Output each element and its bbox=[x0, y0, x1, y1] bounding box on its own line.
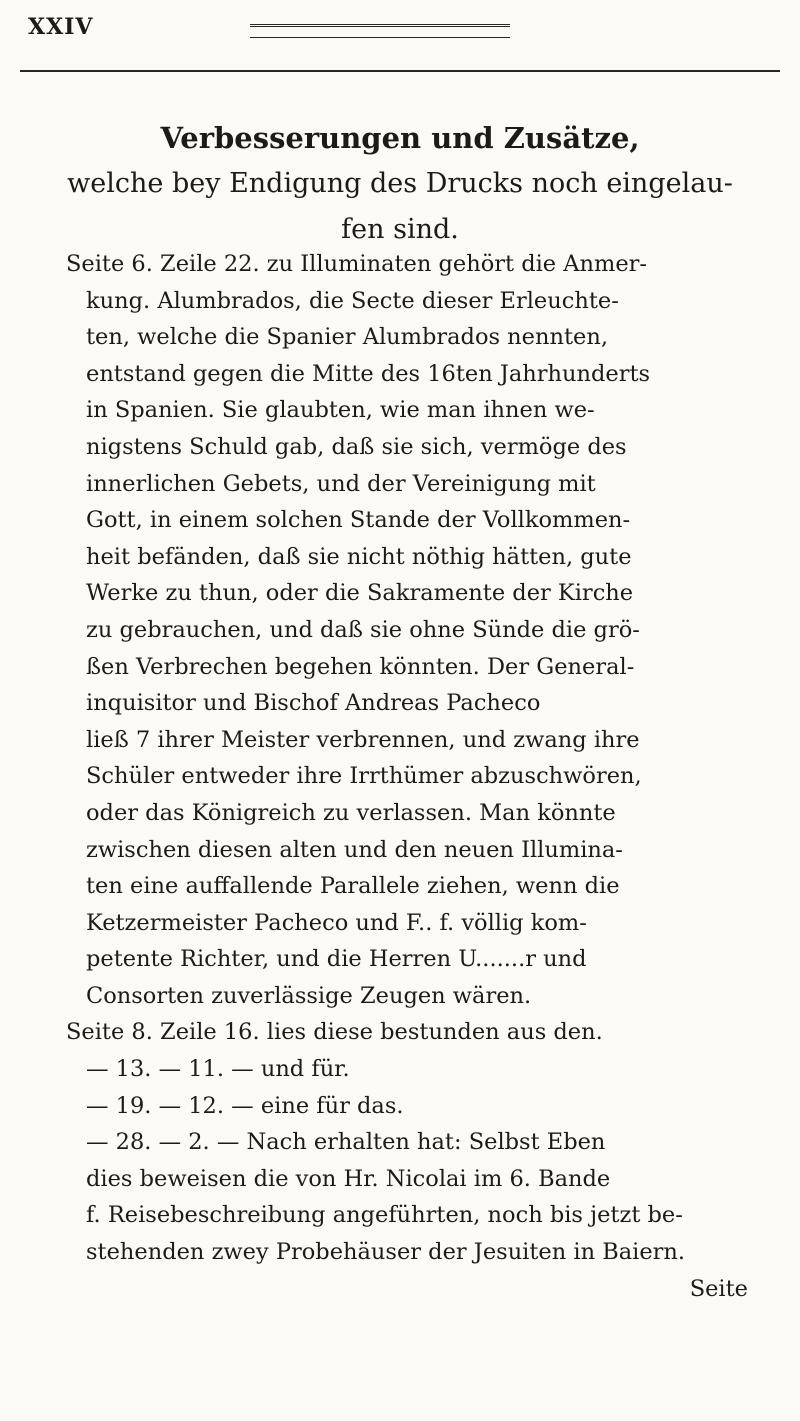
text-line: kung. Alumbrados, die Secte dieser Erleuchte- bbox=[86, 287, 619, 314]
errata-body bbox=[66, 246, 756, 1307]
errata-line: — 19. — 12. — eine für das. bbox=[86, 1092, 404, 1119]
heading-line-3: fen sind. bbox=[341, 214, 459, 245]
heading-line-2: welche bey Endigung des Drucks noch eingelau- bbox=[67, 168, 733, 199]
text-line: stehenden zwey Probehäuser der Jesuiten in Baiern. bbox=[86, 1239, 686, 1266]
text-line: Consorten zuverlässige Zeugen wären. bbox=[86, 982, 532, 1009]
catchword: Seite bbox=[689, 1275, 748, 1302]
text-line: oder das Königreich zu verlassen. Man könnte bbox=[86, 799, 616, 826]
text-line: ließ 7 ihrer Meister verbrennen, und zwang ihre bbox=[86, 726, 640, 753]
text-line: Ketzermeister Pacheco und F.. f. völlig kom- bbox=[86, 909, 587, 936]
text-line: Gott, in einem solchen Stande der Vollkommen- bbox=[86, 507, 631, 534]
text-line: f. Reisebeschreibung angeführten, noch bis jetzt be- bbox=[86, 1202, 683, 1229]
text-line: nigstens Schuld gab, daß sie sich, vermöge des bbox=[86, 433, 627, 460]
text-line: innerlichen Gebets, und der Vereinigung mit bbox=[86, 470, 596, 497]
text-line: dies beweisen die von Hr. Nicolai im 6. Bande bbox=[86, 1165, 611, 1192]
header-rule bbox=[20, 70, 780, 72]
text-line: Seite 8. Zeile 16. lies diese bestunden aus den. bbox=[66, 1019, 603, 1046]
header-ornament bbox=[250, 24, 510, 38]
text-line: ten, welche die Spanier Alumbrados nennten, bbox=[86, 324, 608, 351]
text-line: Werke zu thun, oder die Sakramente der Kirche bbox=[86, 580, 634, 607]
text-line: ten eine auffallende Parallele ziehen, wenn die bbox=[86, 873, 620, 900]
text-line: petente Richter, und die Herren U.......r und bbox=[86, 946, 587, 973]
text-line: ßen Verbrechen begehen könnten. Der General- bbox=[86, 653, 635, 680]
text-line: Seite 6. Zeile 22. zu Illuminaten gehört die Anmer- bbox=[66, 251, 648, 277]
text-line: heit befänden, daß sie nicht nöthig hätten, gute bbox=[86, 543, 632, 570]
errata-line: — 28. — 2. — Nach erhalten hat: Selbst Eben bbox=[86, 1129, 606, 1156]
text-line: entstand gegen die Mitte des 16ten Jahrhunderts bbox=[86, 360, 651, 387]
text-line: inquisitor und Bischof Andreas Pacheco bbox=[86, 690, 541, 717]
errata-line: — 13. — 11. — und für. bbox=[86, 1056, 350, 1083]
text-line: zu gebrauchen, und daß sie ohne Sünde die grö- bbox=[86, 616, 640, 643]
page-folio: XXIV bbox=[28, 14, 94, 40]
text-line: zwischen diesen alten und den neuen Illumina- bbox=[86, 836, 623, 863]
section-heading bbox=[60, 115, 740, 253]
heading-line-1: Verbesserungen und Zusätze, bbox=[160, 121, 640, 155]
text-line: Schüler entweder ihre Irrthümer abzuschwören, bbox=[86, 763, 642, 790]
text-line: in Spanien. Sie glaubten, wie man ihnen we- bbox=[86, 397, 595, 424]
